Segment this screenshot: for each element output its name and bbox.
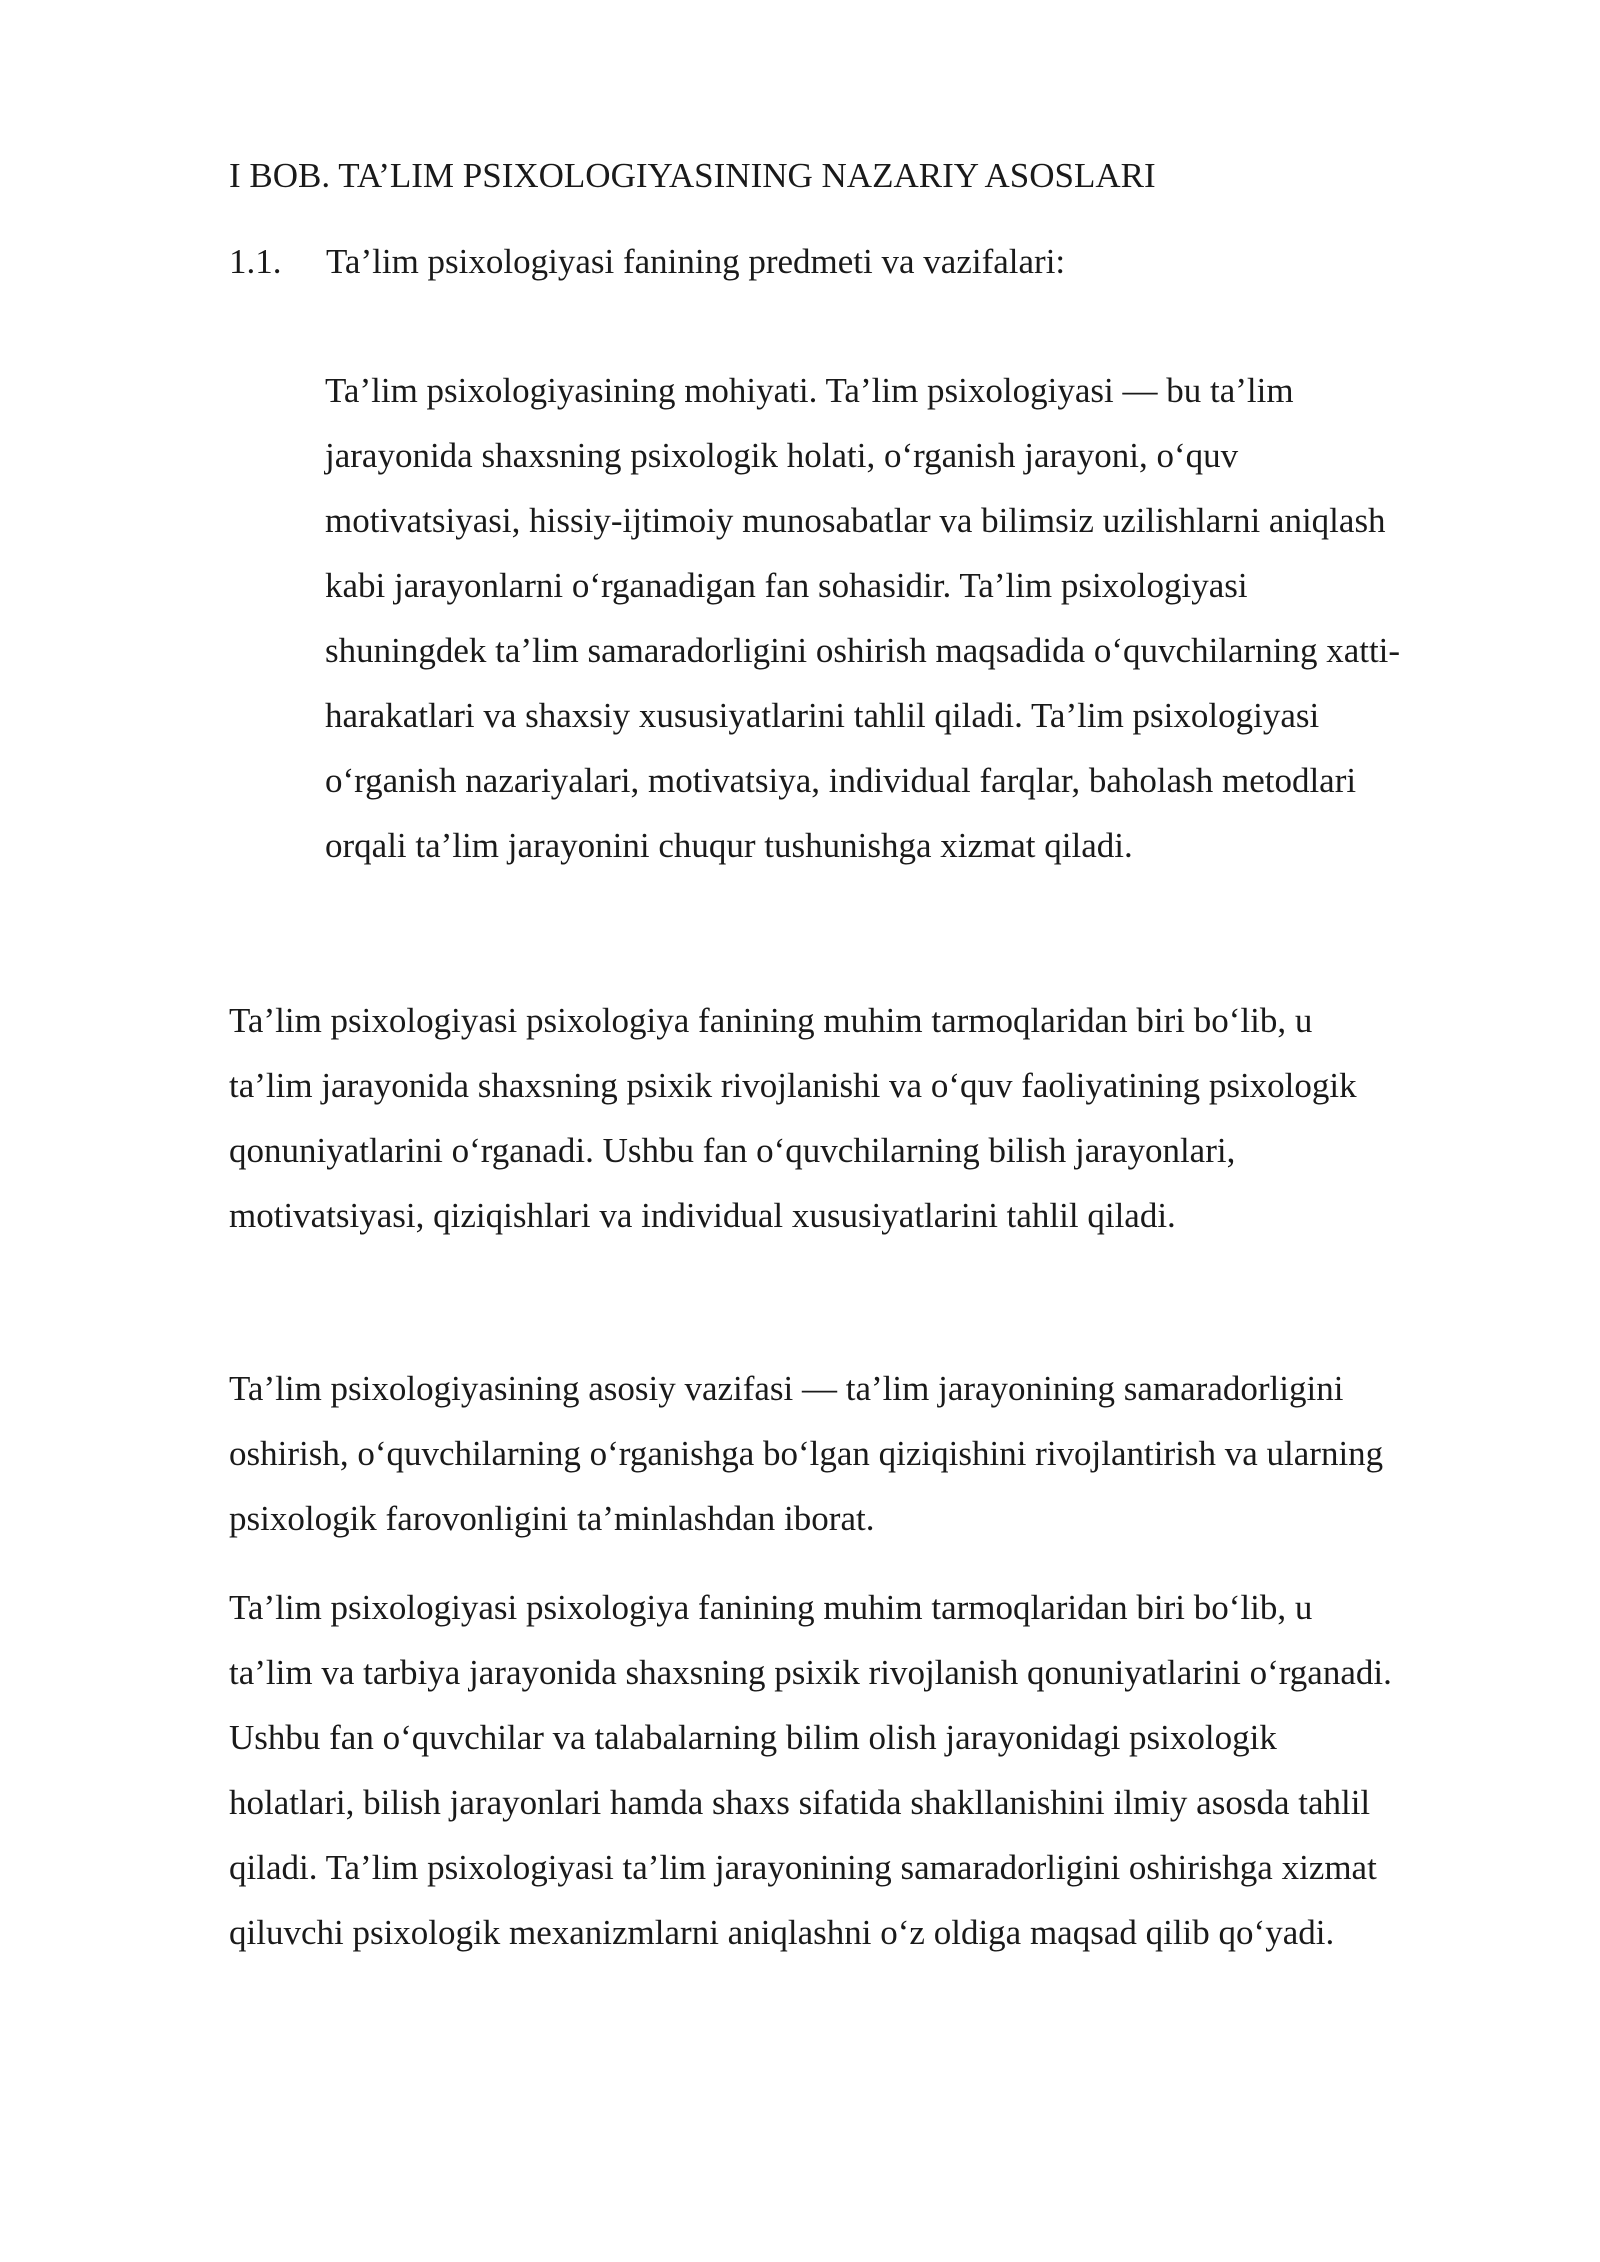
paragraph-line: ta’lim va tarbiya jarayonida shaxsning psixik rivojlanish qonuniyatlarini o‘rganadi. [229,1653,1392,1692]
paragraph-line: qiladi. Ta’lim psixologiyasi ta’lim jarayonining samaradorligini oshirishga xizmat [229,1848,1377,1887]
paragraph-line: jarayonida shaxsning psixologik holati, o‘rganish jarayoni, o‘quv [325,436,1239,475]
paragraph-line: motivatsiyasi, hissiy-ijtimoiy munosabatlar va bilimsiz uzilishlarni aniqlash [325,501,1386,540]
paragraph-line: ta’lim jarayonida shaxsning psixik rivojlanishi va o‘quv faoliyatining psixologik [229,1066,1357,1105]
paragraph-line: qonuniyatlarini o‘rganadi. Ushbu fan o‘quvchilarning bilish jarayonlari, [229,1131,1236,1170]
paragraph-line: qiluvchi psixologik mexanizmlarni aniqlashni o‘z oldiga maqsad qilib qo‘yadi. [229,1913,1335,1952]
paragraph-line: holatlari, bilish jarayonlari hamda shaxs sifatida shakllanishini ilmiy asosda tahlil [229,1783,1371,1822]
paragraph-line: kabi jarayonlarni o‘rganadigan fan sohasidir. Ta’lim psixologiyasi [325,566,1248,605]
paragraph-line: Ta’lim psixologiyasi psixologiya fanining muhim tarmoqlaridan biri bo‘lib, u [229,1001,1313,1040]
paragraph-4 [229,1575,1392,1965]
paragraph-line: Ta’lim psixologiyasi psixologiya fanining muhim tarmoqlaridan biri bo‘lib, u [229,1588,1313,1627]
paragraph-line: harakatlari va shaxsiy xususiyatlarini tahlil qiladi. Ta’lim psixologiyasi [325,696,1320,735]
chapter-title: I BOB. TA’LIM PSIXOLOGIYASINING NAZARIY ASOSLARI [229,156,1156,195]
paragraph-line: psixologik farovonligini ta’minlashdan iborat. [229,1499,875,1538]
section-number: 1.1. [229,242,282,281]
paragraph-intro [325,358,1400,878]
paragraph-3 [229,1356,1383,1551]
paragraph-line: Ushbu fan o‘quvchilar va talabalarning bilim olish jarayonidagi psixologik [229,1718,1277,1757]
paragraph-line: shuningdek ta’lim samaradorligini oshirish maqsadida o‘quvchilarning xatti- [325,631,1401,670]
paragraph-line: motivatsiyasi, qiziqishlari va individual xususiyatlarini tahlil qiladi. [229,1196,1176,1235]
section-heading [229,238,1065,286]
paragraph-line: Ta’lim psixologiyasining asosiy vazifasi — ta’lim jarayonining samaradorligini [229,1369,1344,1408]
section-title: Ta’lim psixologiyasi fanining predmeti va vazifalari: [326,242,1066,281]
paragraph-2 [229,988,1357,1248]
paragraph-line: oshirish, o‘quvchilarning o‘rganishga bo‘lgan qiziqishini rivojlantirish va ularning [229,1434,1384,1473]
paragraph-line: o‘rganish nazariyalari, motivatsiya, individual farqlar, baholash metodlari [325,761,1357,800]
paragraph-line: Ta’lim psixologiyasining mohiyati. Ta’lim psixologiyasi — bu ta’lim [325,371,1294,410]
paragraph-line: orqali ta’lim jarayonini chuqur tushunishga xizmat qiladi. [325,826,1133,865]
